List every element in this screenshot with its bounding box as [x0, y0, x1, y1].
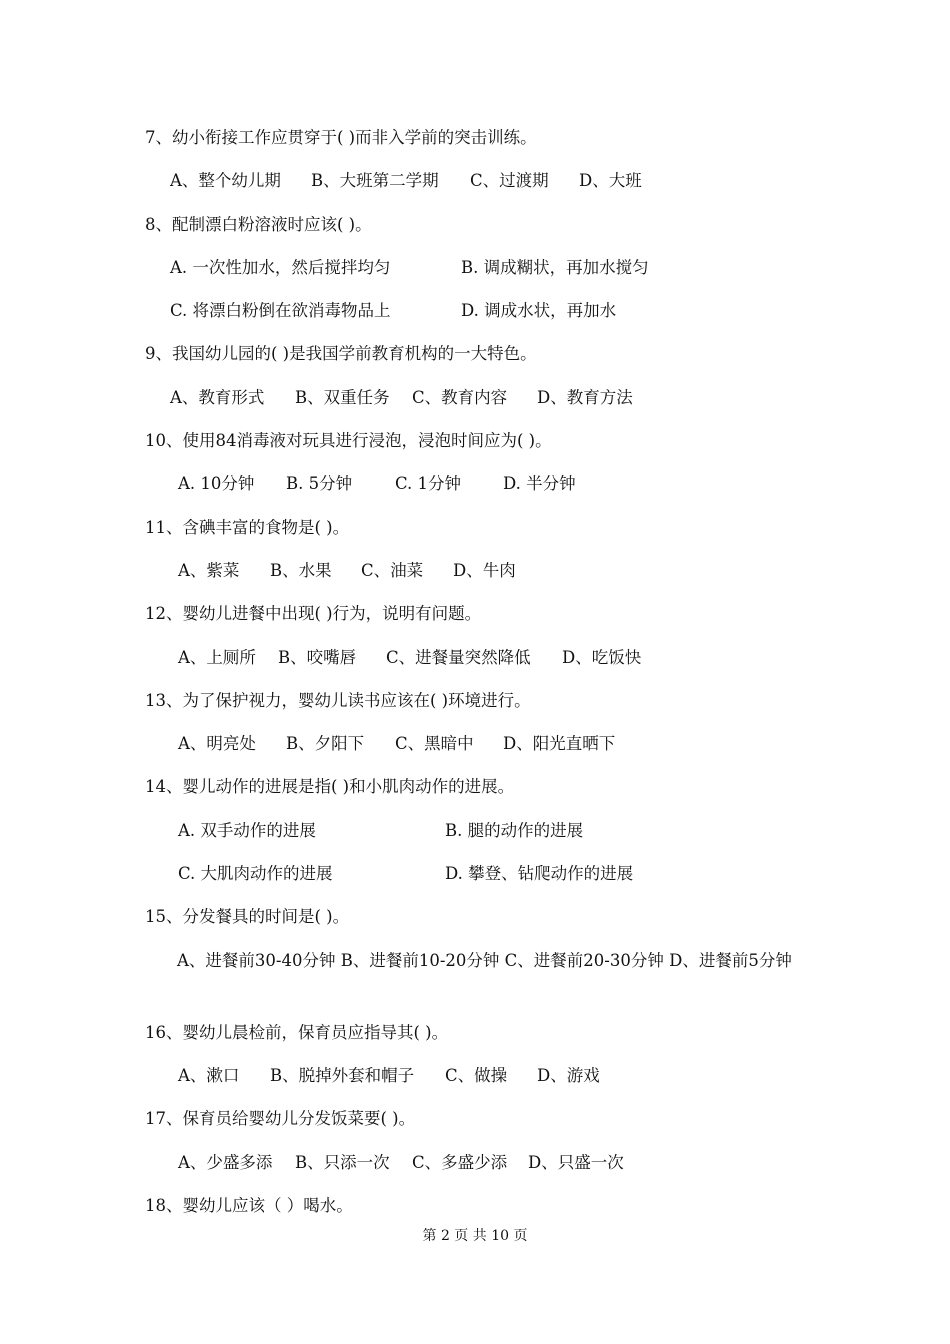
option-b: B、只添一次: [295, 1152, 390, 1172]
question-8-options-row2: [0, 297, 950, 340]
option-c: C. 大肌肉动作的进展: [178, 864, 333, 884]
option-c: C、过渡期: [470, 171, 549, 191]
question-8-options-row1: [0, 254, 950, 297]
option-c: C、做操: [445, 1065, 508, 1085]
question-stem: 13、为了保护视力，婴幼儿读书应该在( )环境进行。: [145, 690, 531, 710]
options-text: A、进餐前30-40分钟 B、进餐前10-20分钟 C、进餐前20-30分钟 D、进餐前5分钟: [177, 950, 792, 970]
question-stem: 10、使用84消毒液对玩具进行浸泡，浸泡时间应为( )。: [145, 431, 552, 451]
question-15-options: [0, 947, 950, 1019]
question-11-options: [0, 557, 950, 600]
option-a: A. 双手动作的进展: [178, 820, 316, 840]
option-c: C、多盛少添: [412, 1152, 508, 1172]
option-c: C、黑暗中: [395, 734, 474, 754]
question-14-options-row1: [0, 817, 950, 860]
option-b: B. 调成糊状，再加水搅匀: [461, 257, 649, 277]
option-d: D、游戏: [537, 1065, 600, 1085]
option-d: D. 攀登、钻爬动作的进展: [445, 864, 634, 884]
option-c: C. 1分钟: [395, 474, 462, 494]
option-d: D、牛肉: [453, 560, 516, 580]
question-11: [0, 514, 950, 557]
option-a: A、整个幼儿期: [170, 171, 281, 191]
option-a: A、紫菜: [178, 560, 240, 580]
option-b: B、脱掉外套和帽子: [270, 1065, 415, 1085]
question-stem: 7、幼小衔接工作应贯穿于( )而非入学前的突击训练。: [145, 128, 537, 147]
option-a: A、漱口: [178, 1065, 240, 1085]
question-13: [0, 687, 950, 730]
option-a: A、少盛多添: [178, 1152, 273, 1172]
option-c: C、进餐量突然降低: [386, 647, 531, 667]
question-13-options: [0, 730, 950, 773]
question-16: [0, 1019, 950, 1062]
question-9: [0, 340, 950, 383]
question-stem: 14、婴儿动作的进展是指( )和小肌肉动作的进展。: [145, 777, 515, 797]
option-d: D. 半分钟: [503, 474, 576, 494]
option-b: B、双重任务: [295, 387, 390, 407]
question-10: [0, 427, 950, 470]
question-list: [0, 124, 950, 1235]
option-d: D、教育方法: [537, 387, 633, 407]
option-a: A、上厕所: [178, 647, 256, 667]
question-14: [0, 773, 950, 816]
option-c: C、教育内容: [412, 387, 508, 407]
question-14-options-row2: [0, 860, 950, 903]
question-12: [0, 600, 950, 643]
option-b: B、大班第二学期: [311, 171, 439, 191]
option-b: B、咬嘴唇: [278, 647, 357, 667]
question-8: [0, 211, 950, 254]
question-stem: 8、配制漂白粉溶液时应该( )。: [145, 214, 372, 234]
option-b: B、水果: [270, 560, 332, 580]
option-c: C、油菜: [361, 560, 424, 580]
option-a: A. 10分钟: [178, 474, 255, 494]
option-d: D、只盛一次: [528, 1152, 624, 1172]
option-d: D、吃饭快: [562, 647, 642, 667]
option-d: D、阳光直晒下: [503, 734, 616, 754]
option-b: B、夕阳下: [286, 734, 365, 754]
question-15: [0, 903, 950, 946]
option-d: D、大班: [579, 171, 642, 191]
option-a: A. 一次性加水，然后搅拌均匀: [170, 257, 391, 277]
question-stem: 9、我国幼儿园的( )是我国学前教育机构的一大特色。: [145, 344, 537, 364]
option-a: A、明亮处: [178, 734, 256, 754]
option-d: D. 调成水状，再加水: [461, 301, 617, 321]
question-16-options: [0, 1062, 950, 1105]
question-12-options: [0, 644, 950, 687]
question-stem: 11、含碘丰富的食物是( )。: [145, 517, 350, 537]
question-stem: 16、婴幼儿晨检前，保育员应指导其( )。: [145, 1022, 449, 1042]
question-stem: 17、保育员给婴幼儿分发饭菜要( )。: [145, 1109, 416, 1129]
option-b: B. 5分钟: [286, 474, 353, 494]
question-9-options: [0, 384, 950, 427]
option-a: A、教育形式: [170, 387, 265, 407]
page-footer: 第 2 页 共 10 页: [422, 1228, 528, 1244]
option-b: B. 腿的动作的进展: [445, 820, 584, 840]
question-10-options: [0, 470, 950, 513]
question-17: [0, 1105, 950, 1148]
question-17-options: [0, 1149, 950, 1192]
question-7-options: [0, 167, 950, 210]
question-stem: 15、分发餐具的时间是( )。: [145, 907, 350, 927]
option-c: C. 将漂白粉倒在欲消毒物品上: [170, 301, 391, 321]
question-7: [0, 124, 950, 167]
question-stem: 18、婴幼儿应该（ ）喝水。: [145, 1195, 353, 1215]
question-stem: 12、婴幼儿进餐中出现( )行为，说明有问题。: [145, 604, 482, 624]
